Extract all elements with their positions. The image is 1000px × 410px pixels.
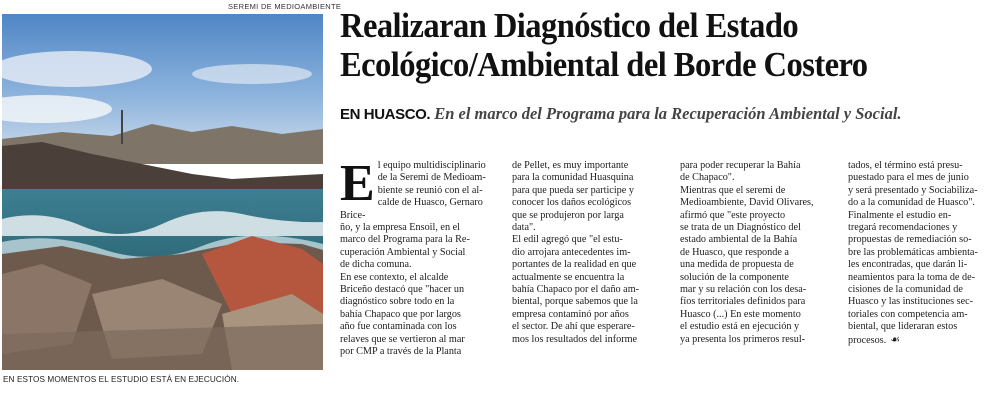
headline bbox=[340, 6, 949, 84]
paragraph-text: Finalmente el estudio en- tregará recomendaciones y propuestas de remediación so- bre las problemáticas ambienta- les encontradas, que darán li- neamientos para la toma de de- cisiones de la comunidad de Huasco y las instituciones sec- toriales con competencia am- biental, que lideraran estos procesos. bbox=[848, 209, 978, 346]
paragraph: l equipo multidisciplinario de la Seremi de Medioam- biente se reunió con el al- calde de Huasco, Gernaro Brice- ño, y la empresa Ensoil, en el marco del Programa para la Re- cuperación Ambiental y Social de dicha comuna. bbox=[340, 160, 486, 271]
end-mark-icon: ☙ bbox=[890, 333, 901, 346]
paragraph: Mientras que el seremi de Medioambiente, David Olivares, afirmó que "este proyecto se trata de un Diagnóstico del estado ambiental de la Bahía de Huasco, que responde a una medida de propuesta de solución de la componente mar y su relación con los desa- fíos territoriales definidos para Huasco (...) En este momento el estudio está en ejecución y ya presenta los primeros resul- bbox=[680, 184, 814, 345]
paragraph: En ese contexto, el alcalde Briceño destacó que "hacer un diagnóstico sobre todo en la bahía Chapaco que por largos año fue contaminada con los relaves que se vertieron al mar por CMP a través de la Planta bbox=[340, 271, 465, 358]
paragraph bbox=[848, 210, 998, 347]
paragraph: El edil agregó que "el estu- dio arrojara antecedentes im- portantes de la realidad en que actualmente se encuentra la bahía Chapaco por el daño am- biental, porque sabemos que la empresa contaminó por años el sector. De ahí que esperare- mos los resultados del informe bbox=[512, 234, 640, 345]
paragraph: tados, el término está presu- puestado para el mes de junio y será presentado y Sociabiliza- do a la comunidad de Huasco". bbox=[848, 160, 978, 209]
paragraph: para poder recuperar la Bahía de Chapaco". bbox=[680, 160, 801, 184]
photo-caption: EN ESTOS MOMENTOS EL ESTUDIO ESTÁ EN EJECUCIÓN. bbox=[3, 375, 240, 384]
article-photo bbox=[2, 14, 323, 370]
body-column-2 bbox=[512, 160, 672, 346]
paragraph: de Pellet, es muy importante para la comunidad Huasquina para que pueda ser participe y conocer los daños ecológicos que se produjeron por larga data". bbox=[512, 160, 634, 234]
photo-credit: SEREMI DE MEDIOAMBIENTE bbox=[228, 2, 342, 11]
body-column-4 bbox=[848, 160, 998, 347]
dek: En el marco del Programa para la Recuperación Ambiental y Social. bbox=[434, 104, 902, 123]
body-column-1 bbox=[340, 155, 502, 359]
deck bbox=[340, 104, 1000, 124]
drop-cap: E bbox=[340, 155, 375, 212]
headline-line-2: Ecológico/Ambiental del Borde Costero bbox=[340, 45, 868, 84]
body-column-3 bbox=[680, 160, 840, 346]
kicker: EN HUASCO. bbox=[340, 106, 431, 123]
headline-line-1: Realizaran Diagnóstico del Estado bbox=[340, 6, 799, 45]
